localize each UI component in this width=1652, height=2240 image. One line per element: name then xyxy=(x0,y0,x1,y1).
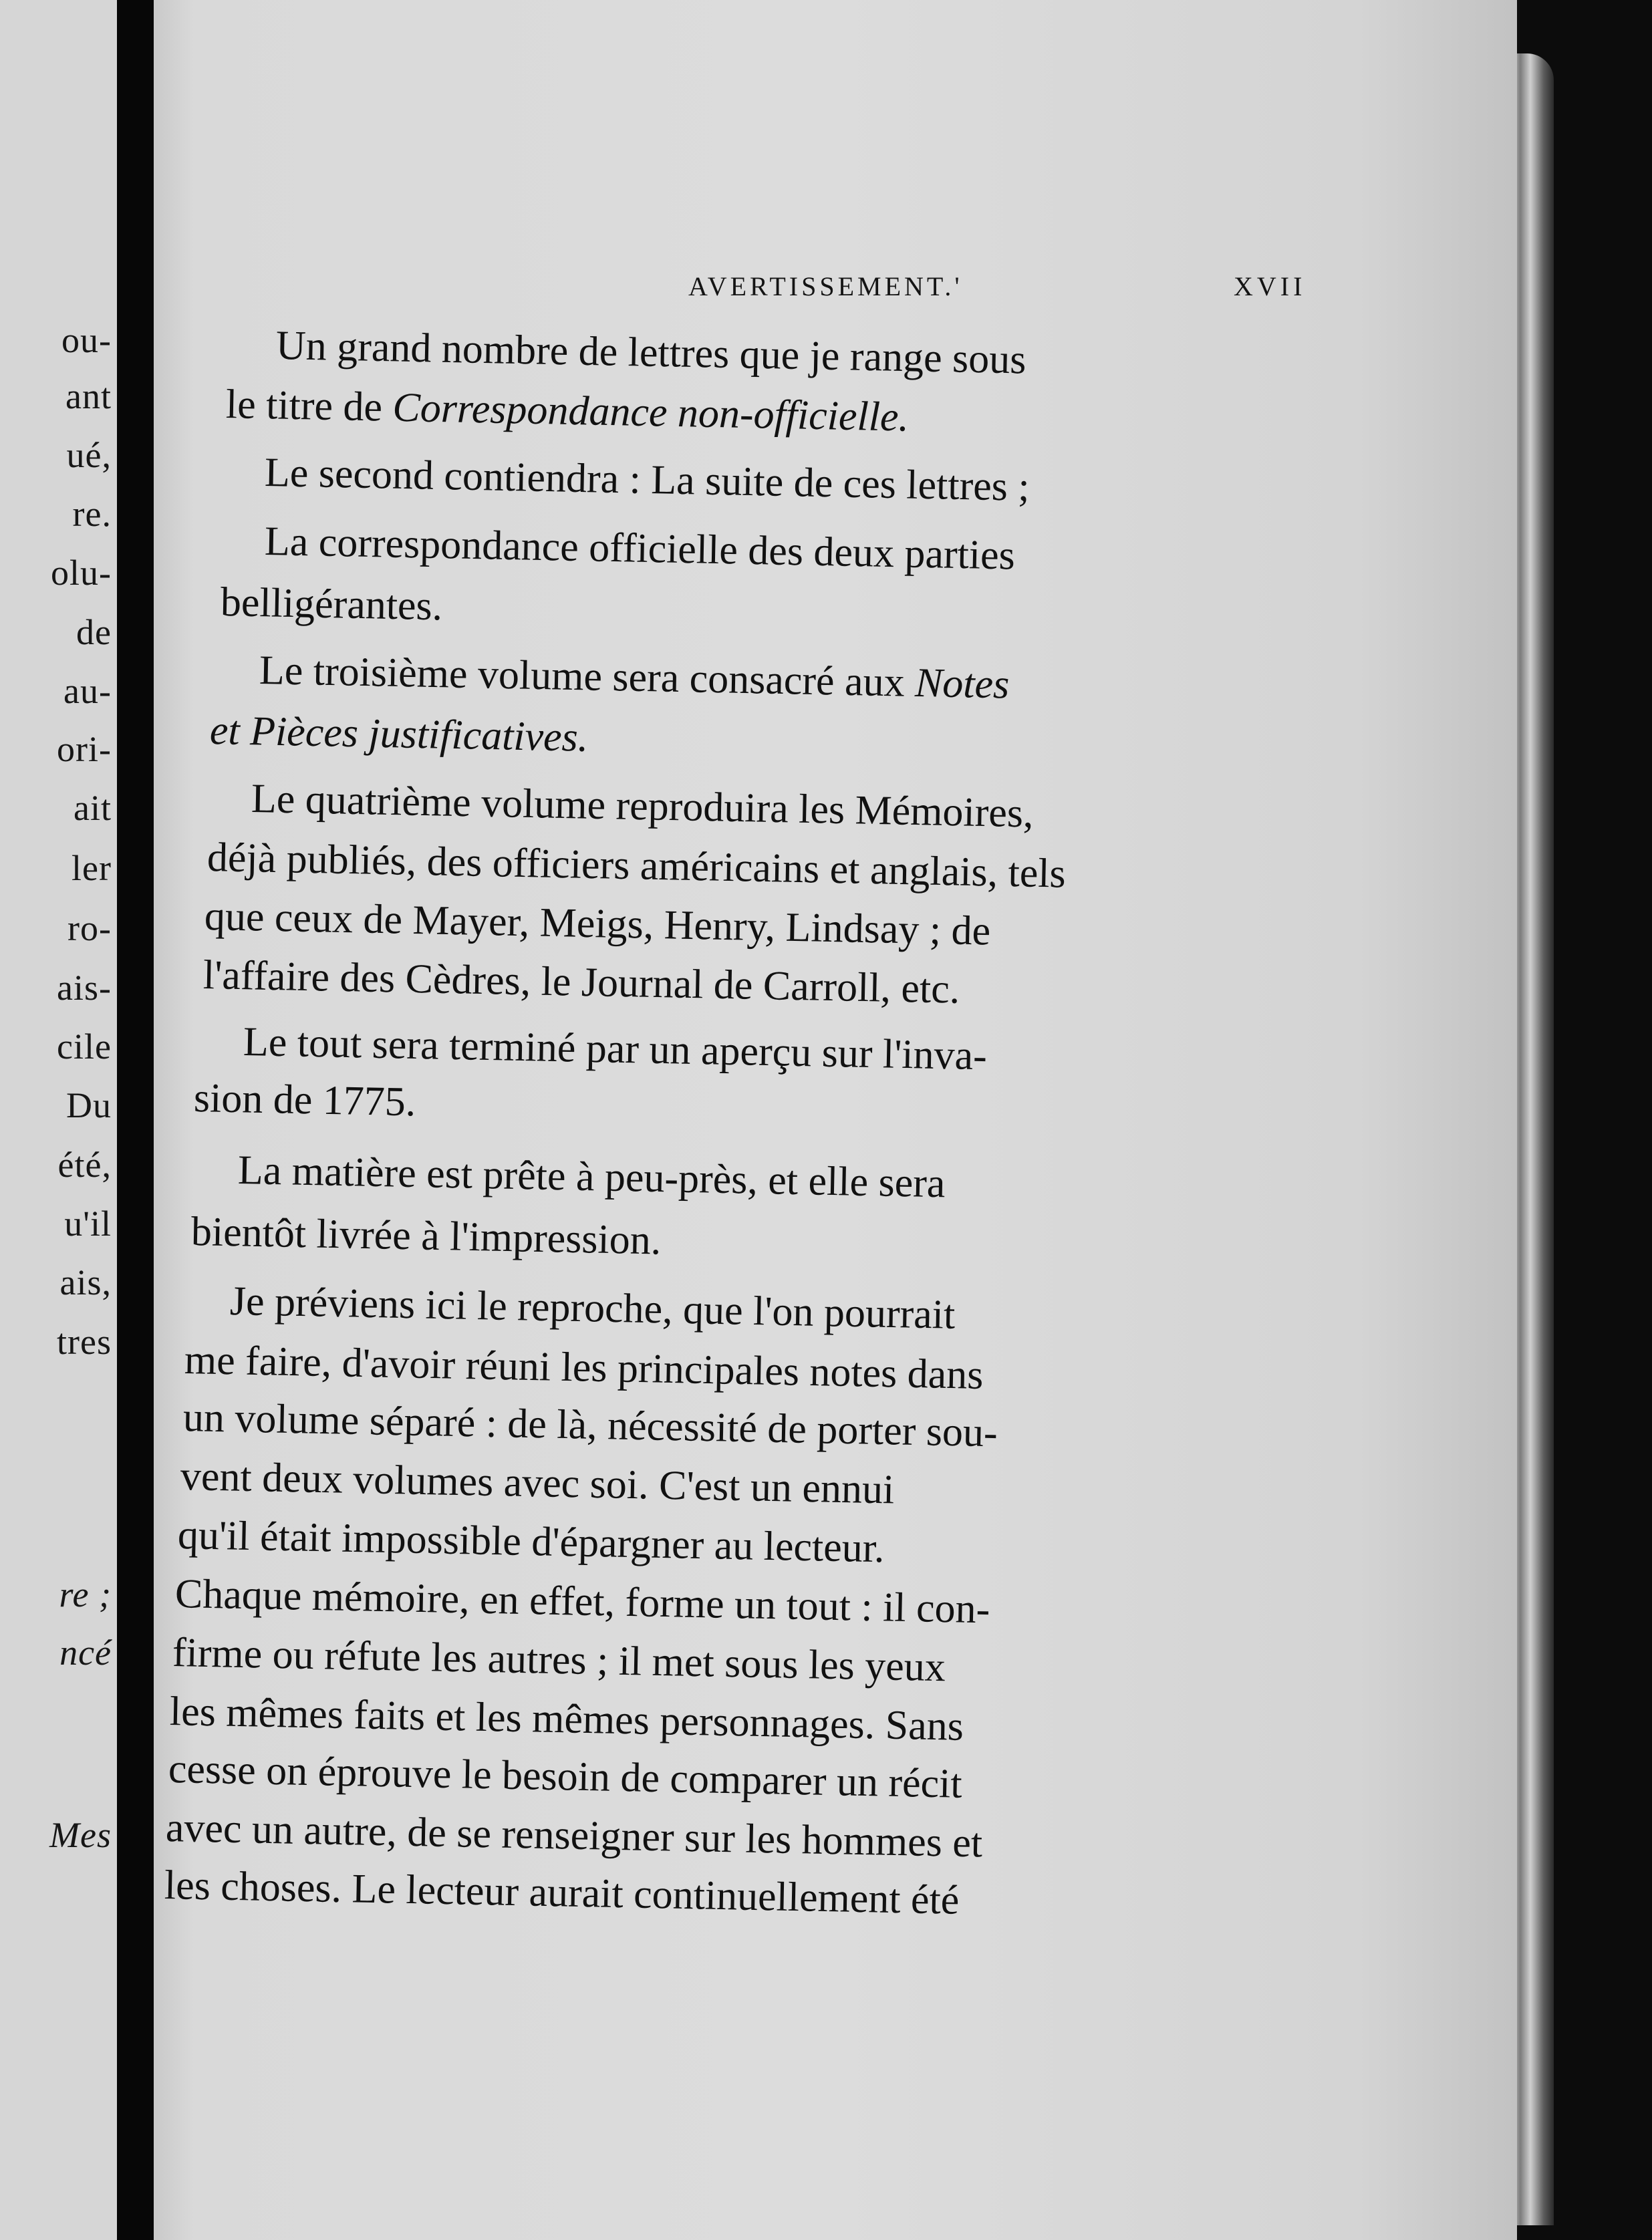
text-line: firme ou réfute les autres ; il met sous les yeux xyxy=(172,1630,946,1691)
previous-page-fragment xyxy=(0,0,117,2240)
text-line: La matière est prête à peu-près, et elle sera xyxy=(237,1147,946,1207)
left-fragment: ais, xyxy=(59,1262,112,1302)
text-line: Un grand nombre de lettres que je range sous xyxy=(275,323,1026,383)
book-page xyxy=(154,0,1517,2240)
text-line: Le second contiendra : La suite de ces lettres ; xyxy=(264,450,1030,510)
text-line: les mêmes faits et les mêmes personnages. Sans xyxy=(169,1689,964,1749)
running-header: AVERTISSEMENT.' xyxy=(688,271,963,301)
book-gutter xyxy=(117,0,154,2240)
left-fragment: ori- xyxy=(57,729,112,769)
text-line: avec un autre, de se renseigner sur les hommes et xyxy=(165,1805,983,1866)
left-fragment: ant xyxy=(65,376,112,416)
left-fragment: ou- xyxy=(61,320,112,360)
left-fragment: tres xyxy=(57,1322,112,1362)
text-line: Je préviens ici le reproche, que l'on pourrait xyxy=(229,1278,956,1338)
italic-text: Notes xyxy=(914,660,1010,708)
text-line: déjà publiés, des officiers américains et anglais, tels xyxy=(206,835,1067,897)
text-line: Le tout sera terminé par un aperçu sur l'inva- xyxy=(243,1019,988,1079)
text-line: le titre de Correspondance non-officielle. xyxy=(225,382,910,440)
text-line: bientôt livrée à l'impression. xyxy=(190,1209,662,1264)
text-line: vent deux volumes avec soi. C'est un ennui xyxy=(180,1453,895,1513)
text-line: La correspondance officielle des deux parties xyxy=(264,519,1016,579)
text-line: un volume séparé : de là, nécessité de porter sou- xyxy=(182,1395,998,1456)
left-fragment: ler xyxy=(72,848,112,888)
left-fragment: ait xyxy=(74,788,112,828)
text-line: Chaque mémoire, en effet, forme un tout : il con- xyxy=(174,1571,990,1633)
text-line: et Pièces justificatives. xyxy=(209,708,589,760)
left-fragment: ncé xyxy=(59,1633,112,1673)
left-fragment: Du xyxy=(66,1085,112,1125)
text-line: belligérantes. xyxy=(220,579,443,629)
text-line: les choses. Le lecteur aurait continuellement été xyxy=(164,1862,960,1923)
left-fragment: re ; xyxy=(59,1574,112,1615)
text-line: Le quatrième volume reproduira les Mémoires, xyxy=(251,776,1035,837)
text-line: sion de 1775. xyxy=(193,1075,416,1125)
left-fragment: ué, xyxy=(66,435,112,475)
left-fragment: ro- xyxy=(67,908,112,948)
text-line: Le troisième volume sera consacré aux Notes xyxy=(259,648,1010,708)
text-line: qu'il était impossible d'épargner au lecteur. xyxy=(177,1512,885,1572)
left-fragment: au- xyxy=(63,671,112,711)
page-number: XVII xyxy=(1234,271,1306,301)
text-line: que ceux de Mayer, Meigs, Henry, Lindsay ; de xyxy=(204,893,991,954)
text-line: me faire, d'avoir réuni les principales notes dans xyxy=(184,1337,984,1398)
italic-text: Correspondance non-officielle. xyxy=(392,384,910,440)
left-fragment: cile xyxy=(57,1026,112,1067)
left-fragment: Mes xyxy=(49,1815,112,1855)
left-fragment: re. xyxy=(72,494,112,534)
text-line: l'affaire des Cèdres, le Journal de Carroll, etc. xyxy=(202,952,960,1012)
left-fragment: u'il xyxy=(64,1204,112,1244)
left-fragment: de xyxy=(76,612,112,652)
left-fragment: ais- xyxy=(57,968,112,1008)
left-fragment: olu- xyxy=(51,553,112,593)
text-line: cesse on éprouve le besoin de comparer un récit xyxy=(168,1746,963,1807)
left-fragment: été, xyxy=(57,1145,112,1185)
